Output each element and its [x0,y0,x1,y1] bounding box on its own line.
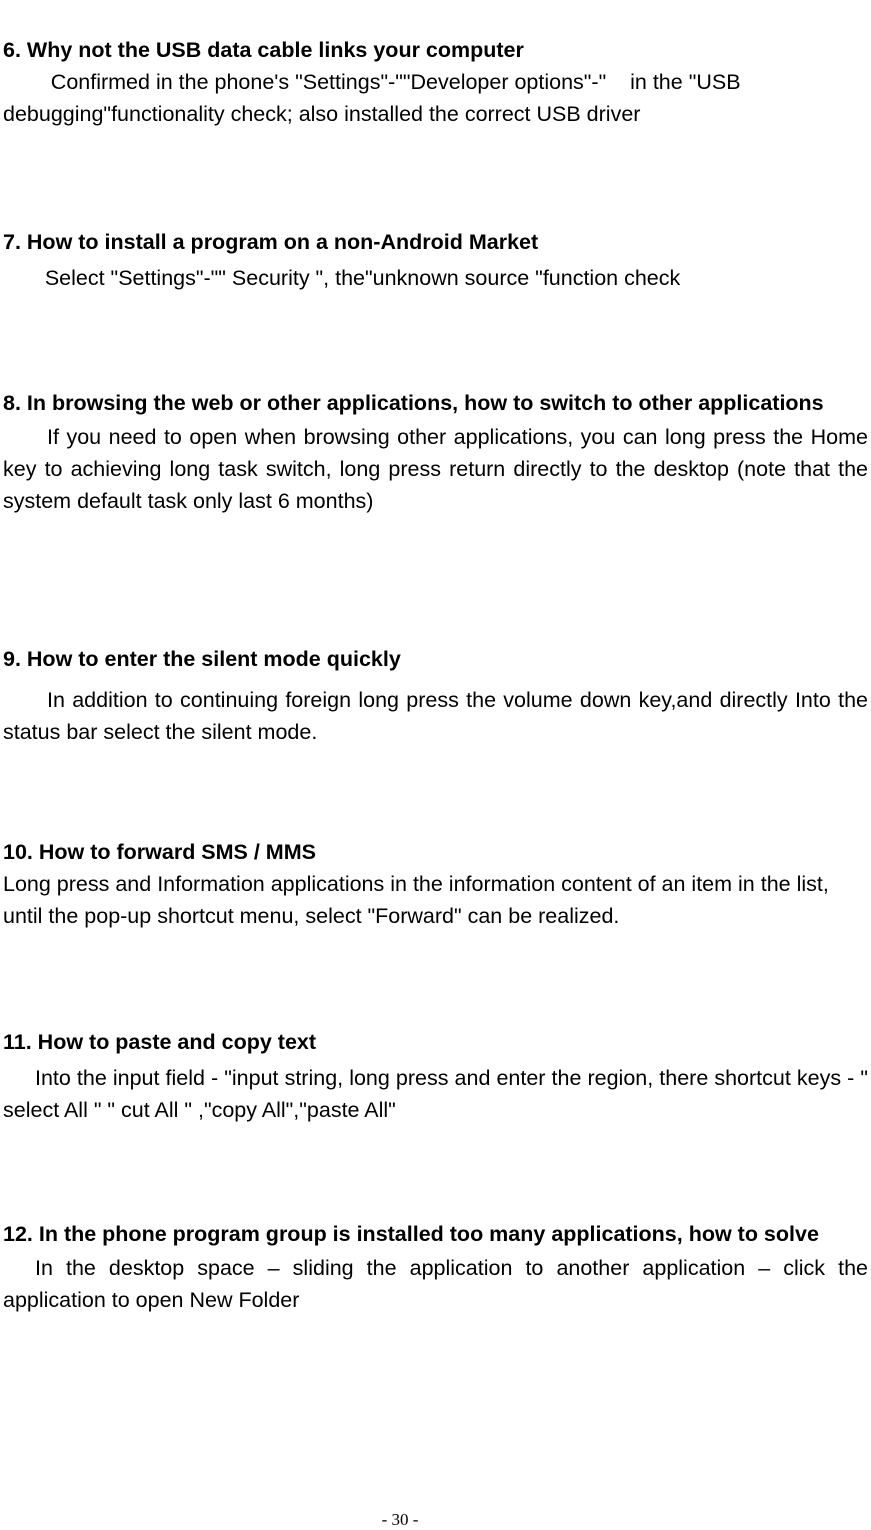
section-heading: 8. In browsing the web or other applications, how to switch to other applications [3,391,824,415]
section-body: Select "Settings"-"" Security ", the"unknown source "function check [3,266,681,290]
section-body: In addition to continuing foreign long press the volume down key,and directly Into the status bar select the silent mode. [3,688,868,744]
section-heading: 12. In the phone program group is installed too many applications, how to solve [3,1222,819,1246]
section-heading: 10. How to forward SMS / MMS [3,840,316,864]
section-heading: 6. Why not the USB data cable links your computer [3,38,524,62]
faq-section-6 [3,34,868,130]
faq-section-7 [3,226,868,294]
faq-section-9 [3,643,868,748]
section-heading: 9. How to enter the silent mode quickly [3,647,401,671]
section-heading: 7. How to install a program on a non-Android Market [3,230,539,254]
section-body: Confirmed in the phone's "Settings"-""Developer options"-" in the "USB debugging"functionality check; also installed the correct USB driver [3,70,747,126]
faq-section-10 [3,836,868,932]
section-heading: 11. How to paste and copy text [3,1030,317,1054]
section-body: Long press and Information applications in the information content of an item in the list, until the pop-up shortcut menu, select "Forward" can be realized. [3,872,829,928]
section-body: In the desktop space – sliding the application to another application – click the application to open New Folder [3,1256,868,1312]
faq-section-8 [3,387,868,517]
section-body: If you need to open when browsing other applications, you can long press the Home key to achieving long task switch, long press return directly to the desktop (note that the system default task only last 6 months) [3,425,868,513]
page-number: - 30 - [381,1510,419,1529]
faq-section-12 [3,1218,868,1316]
section-body: Into the input field - "input string, long press and enter the region, there shortcut keys - " select All " " cut All " ,"copy All","paste All" [3,1066,868,1122]
faq-section-11 [3,1026,868,1126]
